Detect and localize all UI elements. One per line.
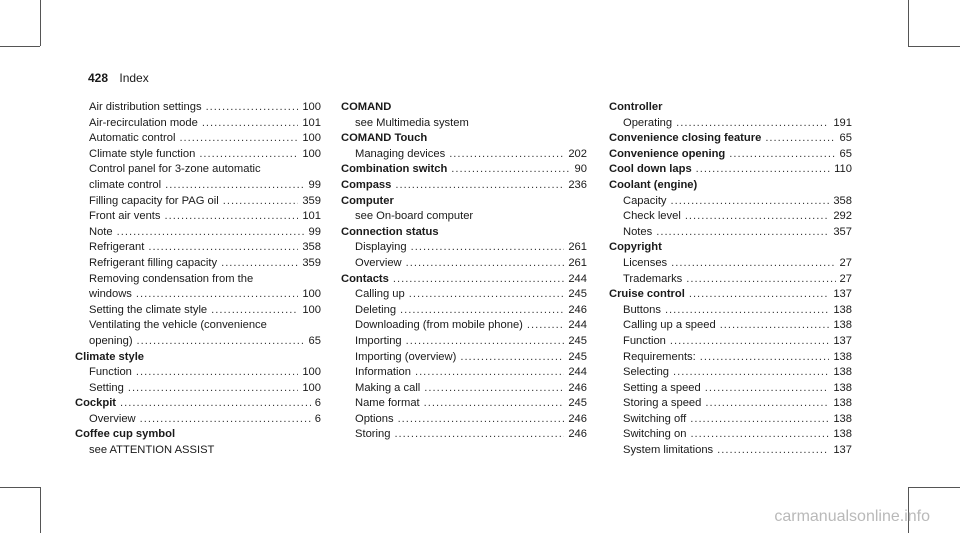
entry-text: Cool down laps bbox=[609, 163, 692, 176]
entry-text: climate control bbox=[89, 178, 162, 191]
index-subentry bbox=[609, 256, 852, 272]
dot-leader bbox=[449, 147, 564, 163]
page-reference: 137 bbox=[833, 444, 852, 457]
entry-text: Cruise control bbox=[609, 288, 685, 301]
entry-text: Setting bbox=[89, 381, 124, 394]
page-reference: 261 bbox=[568, 241, 587, 254]
index-entry bbox=[75, 427, 321, 443]
entry-text: Setting the climate style bbox=[89, 303, 208, 316]
dot-leader bbox=[202, 116, 299, 132]
index-entry bbox=[341, 178, 587, 194]
entry-text: Check level bbox=[623, 210, 681, 223]
index-subentry bbox=[75, 225, 321, 241]
page-reference: 90 bbox=[574, 163, 587, 176]
index-subentry bbox=[75, 256, 321, 272]
entry-text: Requirements: bbox=[623, 350, 696, 363]
dot-leader bbox=[690, 427, 829, 443]
entry-text: Making a call bbox=[355, 381, 421, 394]
index-subentry bbox=[341, 381, 587, 397]
entry-text: Setting a speed bbox=[623, 381, 701, 394]
entry-text: Note bbox=[89, 225, 113, 238]
page-reference: 101 bbox=[302, 116, 321, 129]
dot-leader bbox=[676, 116, 829, 132]
entry-text: Buttons bbox=[623, 303, 661, 316]
index-subentry bbox=[341, 334, 587, 350]
page-reference: 6 bbox=[314, 397, 321, 410]
index-entry bbox=[609, 287, 852, 303]
dot-leader bbox=[223, 194, 299, 210]
entry-text: see Multimedia system bbox=[355, 116, 469, 129]
page-reference: 138 bbox=[833, 397, 852, 410]
index-entry bbox=[341, 272, 587, 288]
entry-text: Trademarks bbox=[623, 272, 683, 285]
page-reference: 246 bbox=[568, 303, 587, 316]
entry-text: Convenience opening bbox=[609, 147, 726, 160]
index-column-1 bbox=[75, 100, 321, 459]
index-subentry bbox=[609, 396, 852, 412]
entry-text: Function bbox=[89, 366, 132, 379]
entry-text: Copyright bbox=[609, 241, 662, 254]
entry-text: Licenses bbox=[623, 256, 668, 269]
index-subentry bbox=[75, 194, 321, 210]
index-subentry bbox=[341, 147, 587, 163]
index-entry bbox=[609, 178, 852, 194]
page-reference: 244 bbox=[568, 272, 587, 285]
dot-leader bbox=[140, 412, 311, 428]
page-reference: 244 bbox=[568, 366, 587, 379]
page-reference: 138 bbox=[833, 350, 852, 363]
index-subentry bbox=[341, 350, 587, 366]
index-subentry bbox=[341, 365, 587, 381]
entry-text: opening) bbox=[89, 334, 133, 347]
entry-text: Overview bbox=[355, 256, 402, 269]
dot-leader bbox=[117, 225, 305, 241]
page-reference: 100 bbox=[302, 381, 321, 394]
page-reference: 137 bbox=[833, 334, 852, 347]
page-reference: 65 bbox=[308, 334, 321, 347]
index-subentry bbox=[75, 178, 321, 194]
dot-leader bbox=[765, 131, 835, 147]
page-reference: 358 bbox=[302, 241, 321, 254]
entry-text: Climate style function bbox=[89, 147, 196, 160]
page-reference: 99 bbox=[308, 178, 321, 191]
dot-leader bbox=[148, 240, 298, 256]
dot-leader bbox=[415, 365, 564, 381]
watermark-text: carmanualsonline.info bbox=[774, 508, 930, 525]
entry-text: Connection status bbox=[341, 225, 439, 238]
dot-leader bbox=[165, 178, 304, 194]
dot-leader bbox=[199, 147, 298, 163]
entry-text: COMAND bbox=[341, 101, 392, 113]
entry-text: Front air vents bbox=[89, 210, 161, 223]
index-subentry bbox=[341, 427, 587, 443]
dot-leader bbox=[451, 162, 570, 178]
dot-leader bbox=[395, 178, 564, 194]
index-subentry bbox=[75, 318, 321, 334]
page-reference: 191 bbox=[833, 116, 852, 129]
entry-text: Coffee cup symbol bbox=[75, 428, 176, 441]
dot-leader bbox=[400, 303, 564, 319]
index-subentry bbox=[75, 162, 321, 178]
dot-leader bbox=[670, 334, 829, 350]
dot-leader bbox=[656, 225, 829, 241]
entry-text: Computer bbox=[341, 194, 394, 207]
index-subentry bbox=[341, 303, 587, 319]
entry-text: Deleting bbox=[355, 303, 397, 316]
page-reference: 245 bbox=[568, 334, 587, 347]
dot-leader bbox=[690, 412, 829, 428]
dot-leader bbox=[179, 131, 298, 147]
index-entry bbox=[609, 100, 852, 116]
index-subentry bbox=[75, 147, 321, 163]
dot-leader bbox=[398, 412, 565, 428]
dot-leader bbox=[686, 272, 835, 288]
index-subentry bbox=[75, 303, 321, 319]
dot-leader bbox=[206, 100, 299, 116]
index-entry bbox=[341, 225, 587, 241]
index-subentry bbox=[341, 209, 587, 225]
entry-text: Calling up bbox=[355, 288, 405, 301]
crop-mark bbox=[0, 46, 40, 47]
page-reference: 244 bbox=[568, 319, 587, 332]
page-reference: 100 bbox=[302, 147, 321, 160]
index-subentry bbox=[609, 116, 852, 132]
entry-text: Switching off bbox=[623, 412, 687, 425]
entry-text: Overview bbox=[89, 412, 136, 425]
index-entry bbox=[609, 147, 852, 163]
dot-leader bbox=[671, 194, 830, 210]
dot-leader bbox=[729, 147, 835, 163]
entry-text: Control panel for 3-zone automatic bbox=[89, 163, 261, 176]
dot-leader bbox=[717, 443, 829, 459]
index-subentry bbox=[341, 256, 587, 272]
index-subentry bbox=[75, 287, 321, 303]
dot-leader bbox=[393, 272, 564, 288]
index-subentry bbox=[609, 350, 852, 366]
page-reference: 100 bbox=[302, 132, 321, 145]
page-reference: 245 bbox=[568, 288, 587, 301]
page-reference: 359 bbox=[302, 194, 321, 207]
entry-text: System limitations bbox=[623, 444, 714, 457]
index-entry bbox=[341, 194, 587, 210]
dot-leader bbox=[409, 287, 565, 303]
entry-text: Refrigerant bbox=[89, 241, 145, 254]
index-subentry bbox=[75, 240, 321, 256]
dot-leader bbox=[705, 381, 830, 397]
page-reference: 27 bbox=[839, 256, 852, 269]
index-subentry bbox=[341, 318, 587, 334]
entry-text: windows bbox=[89, 288, 132, 301]
entry-text: Storing a speed bbox=[623, 397, 702, 410]
entry-text: Climate style bbox=[75, 350, 145, 363]
page-number: 428 bbox=[88, 71, 109, 85]
page-reference: 100 bbox=[302, 366, 321, 379]
entry-text: Capacity bbox=[623, 194, 667, 207]
entry-text: Controller bbox=[609, 101, 663, 113]
index-column-2 bbox=[341, 100, 587, 443]
dot-leader bbox=[671, 256, 835, 272]
entry-text: Options bbox=[355, 412, 394, 425]
index-subentry bbox=[75, 334, 321, 350]
index-entry bbox=[75, 396, 321, 412]
entry-text: Ventilating the vehicle (convenience bbox=[89, 319, 267, 332]
dot-leader bbox=[137, 334, 305, 350]
dot-leader bbox=[165, 209, 299, 225]
entry-text: Selecting bbox=[623, 366, 670, 379]
dot-leader bbox=[424, 381, 564, 397]
crop-mark bbox=[40, 0, 41, 46]
dot-leader bbox=[527, 318, 564, 334]
entry-text: Air distribution settings bbox=[89, 101, 202, 113]
page-reference: 246 bbox=[568, 428, 587, 441]
crop-mark bbox=[908, 0, 909, 46]
dot-leader bbox=[705, 396, 829, 412]
index-subentry bbox=[75, 443, 321, 459]
page-reference: 100 bbox=[302, 288, 321, 301]
entry-text: COMAND Touch bbox=[341, 132, 428, 145]
index-subentry bbox=[609, 334, 852, 350]
index-entry bbox=[609, 162, 852, 178]
page-reference: 246 bbox=[568, 381, 587, 394]
entry-text: Filling capacity for PAG oil bbox=[89, 194, 219, 207]
dot-leader bbox=[406, 334, 565, 350]
dot-leader bbox=[136, 287, 298, 303]
page-title: Index bbox=[119, 71, 149, 85]
entry-text: Notes bbox=[623, 225, 653, 238]
page-reference: 65 bbox=[839, 132, 852, 145]
page-reference: 245 bbox=[568, 397, 587, 410]
crop-mark bbox=[908, 46, 960, 47]
index-subentry bbox=[609, 194, 852, 210]
page-reference: 100 bbox=[302, 303, 321, 316]
entry-text: Importing (overview) bbox=[355, 350, 457, 363]
dot-leader bbox=[411, 240, 565, 256]
page-reference: 65 bbox=[839, 147, 852, 160]
index-subentry bbox=[609, 412, 852, 428]
entry-text: Compass bbox=[341, 178, 392, 191]
page-reference: 99 bbox=[308, 225, 321, 238]
dot-leader bbox=[673, 365, 829, 381]
entry-text: Operating bbox=[623, 116, 673, 129]
dot-leader bbox=[424, 396, 565, 412]
page-reference: 202 bbox=[568, 147, 587, 160]
page-reference: 357 bbox=[833, 225, 852, 238]
entry-text: Displaying bbox=[355, 241, 407, 254]
index-subentry bbox=[75, 131, 321, 147]
page-reference: 138 bbox=[833, 366, 852, 379]
index-subentry bbox=[341, 396, 587, 412]
index-subentry bbox=[609, 443, 852, 459]
page-reference: 261 bbox=[568, 256, 587, 269]
dot-leader bbox=[406, 256, 565, 272]
entry-text: Switching on bbox=[623, 428, 687, 441]
page-reference: 137 bbox=[833, 288, 852, 301]
index-subentry bbox=[609, 365, 852, 381]
entry-text: Name format bbox=[355, 397, 420, 410]
dot-leader bbox=[689, 287, 829, 303]
dot-leader bbox=[394, 427, 564, 443]
index-entry bbox=[341, 100, 587, 116]
index-entry bbox=[75, 350, 321, 366]
page-reference: 101 bbox=[302, 210, 321, 223]
index-subentry bbox=[75, 412, 321, 428]
dot-leader bbox=[211, 303, 298, 319]
index-subentry bbox=[609, 272, 852, 288]
index-subentry bbox=[341, 287, 587, 303]
entry-text: Storing bbox=[355, 428, 391, 441]
entry-text: see On-board computer bbox=[355, 210, 474, 223]
crop-mark bbox=[0, 487, 40, 488]
entry-text: Air-recirculation mode bbox=[89, 116, 198, 129]
dot-leader bbox=[136, 365, 298, 381]
dot-leader bbox=[221, 256, 298, 272]
dot-leader bbox=[665, 303, 829, 319]
entry-text: see ATTENTION ASSIST bbox=[89, 444, 215, 457]
page-reference: 27 bbox=[839, 272, 852, 285]
page-reference: 245 bbox=[568, 350, 587, 363]
entry-text: Function bbox=[623, 334, 666, 347]
index-entry bbox=[609, 240, 852, 256]
entry-text: Downloading (from mobile phone) bbox=[355, 319, 523, 332]
index-subentry bbox=[341, 412, 587, 428]
index-entry bbox=[341, 131, 587, 147]
dot-leader bbox=[696, 162, 830, 178]
crop-mark bbox=[40, 487, 41, 533]
page-reference: 6 bbox=[314, 412, 321, 425]
entry-text: Calling up a speed bbox=[623, 319, 716, 332]
index-subentry bbox=[609, 209, 852, 225]
entry-text: Cockpit bbox=[75, 397, 117, 410]
page-reference: 292 bbox=[833, 210, 852, 223]
page-reference: 138 bbox=[833, 412, 852, 425]
index-subentry bbox=[609, 427, 852, 443]
index-subentry bbox=[341, 116, 587, 132]
dot-leader bbox=[120, 396, 311, 412]
entry-text: Contacts bbox=[341, 272, 389, 285]
entry-text: Coolant (engine) bbox=[609, 178, 698, 191]
page-reference: 138 bbox=[833, 428, 852, 441]
index-subentry bbox=[609, 318, 852, 334]
index-subentry bbox=[75, 116, 321, 132]
page-header bbox=[88, 71, 149, 85]
index-subentry bbox=[75, 365, 321, 381]
entry-text: Removing condensation from the bbox=[89, 272, 254, 285]
index-subentry bbox=[75, 381, 321, 397]
index-subentry bbox=[341, 240, 587, 256]
index-column-3 bbox=[609, 100, 852, 459]
page-reference: 359 bbox=[302, 256, 321, 269]
index-entry bbox=[341, 162, 587, 178]
dot-leader bbox=[700, 350, 830, 366]
entry-text: Automatic control bbox=[89, 132, 176, 145]
page-reference: 100 bbox=[302, 101, 321, 113]
index-subentry bbox=[75, 209, 321, 225]
entry-text: Importing bbox=[355, 334, 402, 347]
index-subentry bbox=[609, 303, 852, 319]
entry-text: Convenience closing feature bbox=[609, 132, 762, 145]
page-reference: 138 bbox=[833, 319, 852, 332]
index-subentry bbox=[609, 381, 852, 397]
dot-leader bbox=[128, 381, 298, 397]
page-reference: 138 bbox=[833, 303, 852, 316]
dot-leader bbox=[460, 350, 564, 366]
entry-text: Managing devices bbox=[355, 147, 446, 160]
page-reference: 138 bbox=[833, 381, 852, 394]
page-reference: 110 bbox=[834, 163, 852, 176]
crop-mark bbox=[908, 487, 960, 488]
dot-leader bbox=[720, 318, 830, 334]
dot-leader bbox=[685, 209, 830, 225]
page-reference: 358 bbox=[833, 194, 852, 207]
entry-text: Combination switch bbox=[341, 163, 448, 176]
index-entry bbox=[609, 131, 852, 147]
index-subentry bbox=[75, 100, 321, 116]
page-reference: 246 bbox=[568, 412, 587, 425]
index-subentry bbox=[609, 225, 852, 241]
page-reference: 236 bbox=[568, 178, 587, 191]
entry-text: Information bbox=[355, 366, 411, 379]
index-subentry bbox=[75, 272, 321, 288]
entry-text: Refrigerant filling capacity bbox=[89, 256, 218, 269]
